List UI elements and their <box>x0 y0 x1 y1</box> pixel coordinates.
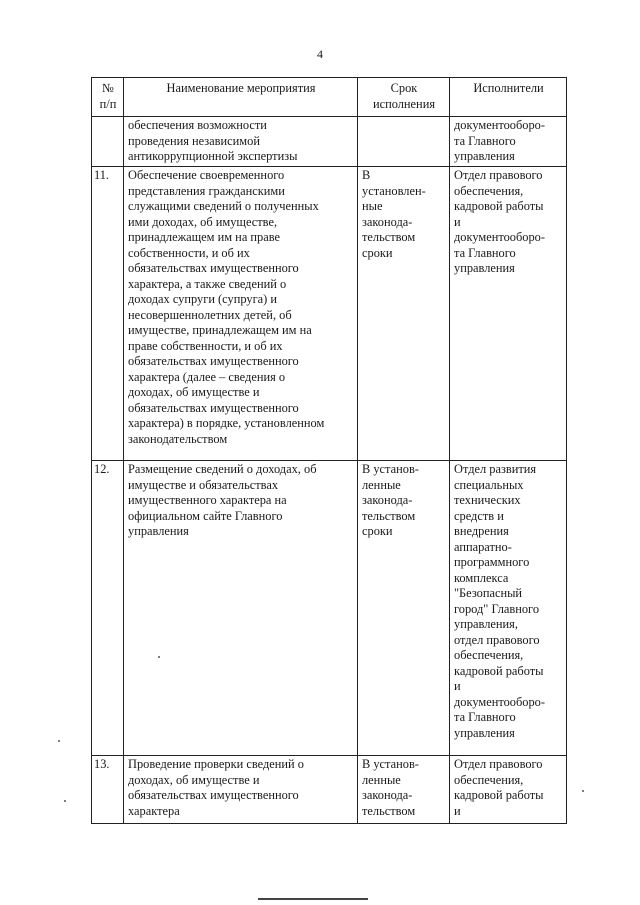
row-executors: Отдел развития специальных технических средств и внедрения аппаратно- программного комплекса "Безопасный город" Главного управления, отдел правового обеспечения, кадровой работы и документооборо- та Главного управления <box>450 461 567 756</box>
row-measure-name: Проведение проверки сведений о доходах, об имуществе и обязательствах имущественного характера <box>124 756 358 824</box>
scan-speck <box>64 800 66 802</box>
page-number: 4 <box>317 47 323 61</box>
header-measure-name: Наименование мероприятия <box>124 78 358 117</box>
row-executors: Отдел правового обеспечения, кадровой работы и документооборо- та Главного управления <box>450 167 567 461</box>
row-number <box>92 117 124 167</box>
scan-edge-mark <box>258 898 368 903</box>
row-deadline <box>358 117 450 167</box>
table-row <box>92 167 567 461</box>
row-executors: Отдел правового обеспечения, кадровой работы и <box>450 756 567 824</box>
header-deadline: Срок исполнения <box>358 78 450 117</box>
row-executors: документооборо- та Главного управления <box>450 117 567 167</box>
row-measure-name: Размещение сведений о доходах, об имуществе и обязательствах имущественного характера на официальном сайте Главного управления <box>124 461 358 756</box>
row-deadline: В установ- ленные законода- тельством сроки <box>358 461 450 756</box>
row-measure-name: Обеспечение своевременного представления гражданскими служащими сведений о полученных ими доходах, об имуществе, принадлежащем им на праве собственности, и об их обязательствах имущественного характера, а также сведений о доходах супруги (супруга) и несовершеннолетних детей, об имуществе, принадлежащем им на праве собственности, и об их обязательствах имущественного характера (далее – сведения о доходах, об имуществе и обязательствах имущественного характера) в порядке, установленном законодательством <box>124 167 358 461</box>
row-number: 13. <box>92 756 124 824</box>
table-row <box>92 756 567 824</box>
header-executors: Исполнители <box>450 78 567 117</box>
scan-speck <box>582 790 584 792</box>
table-header-row <box>92 78 567 117</box>
row-deadline: В установ- ленные законода- тельством <box>358 756 450 824</box>
row-measure-name: обеспечения возможности проведения независимой антикоррупционной экспертизы <box>124 117 358 167</box>
table-row <box>92 461 567 756</box>
measures-table <box>91 77 567 824</box>
scan-speck <box>58 740 60 742</box>
scan-speck <box>158 656 160 658</box>
table-row <box>92 117 567 167</box>
row-number: 11. <box>92 167 124 461</box>
row-deadline: В установлен- ные законода- тельством сроки <box>358 167 450 461</box>
row-number: 12. <box>92 461 124 756</box>
header-number: № п/п <box>92 78 124 117</box>
